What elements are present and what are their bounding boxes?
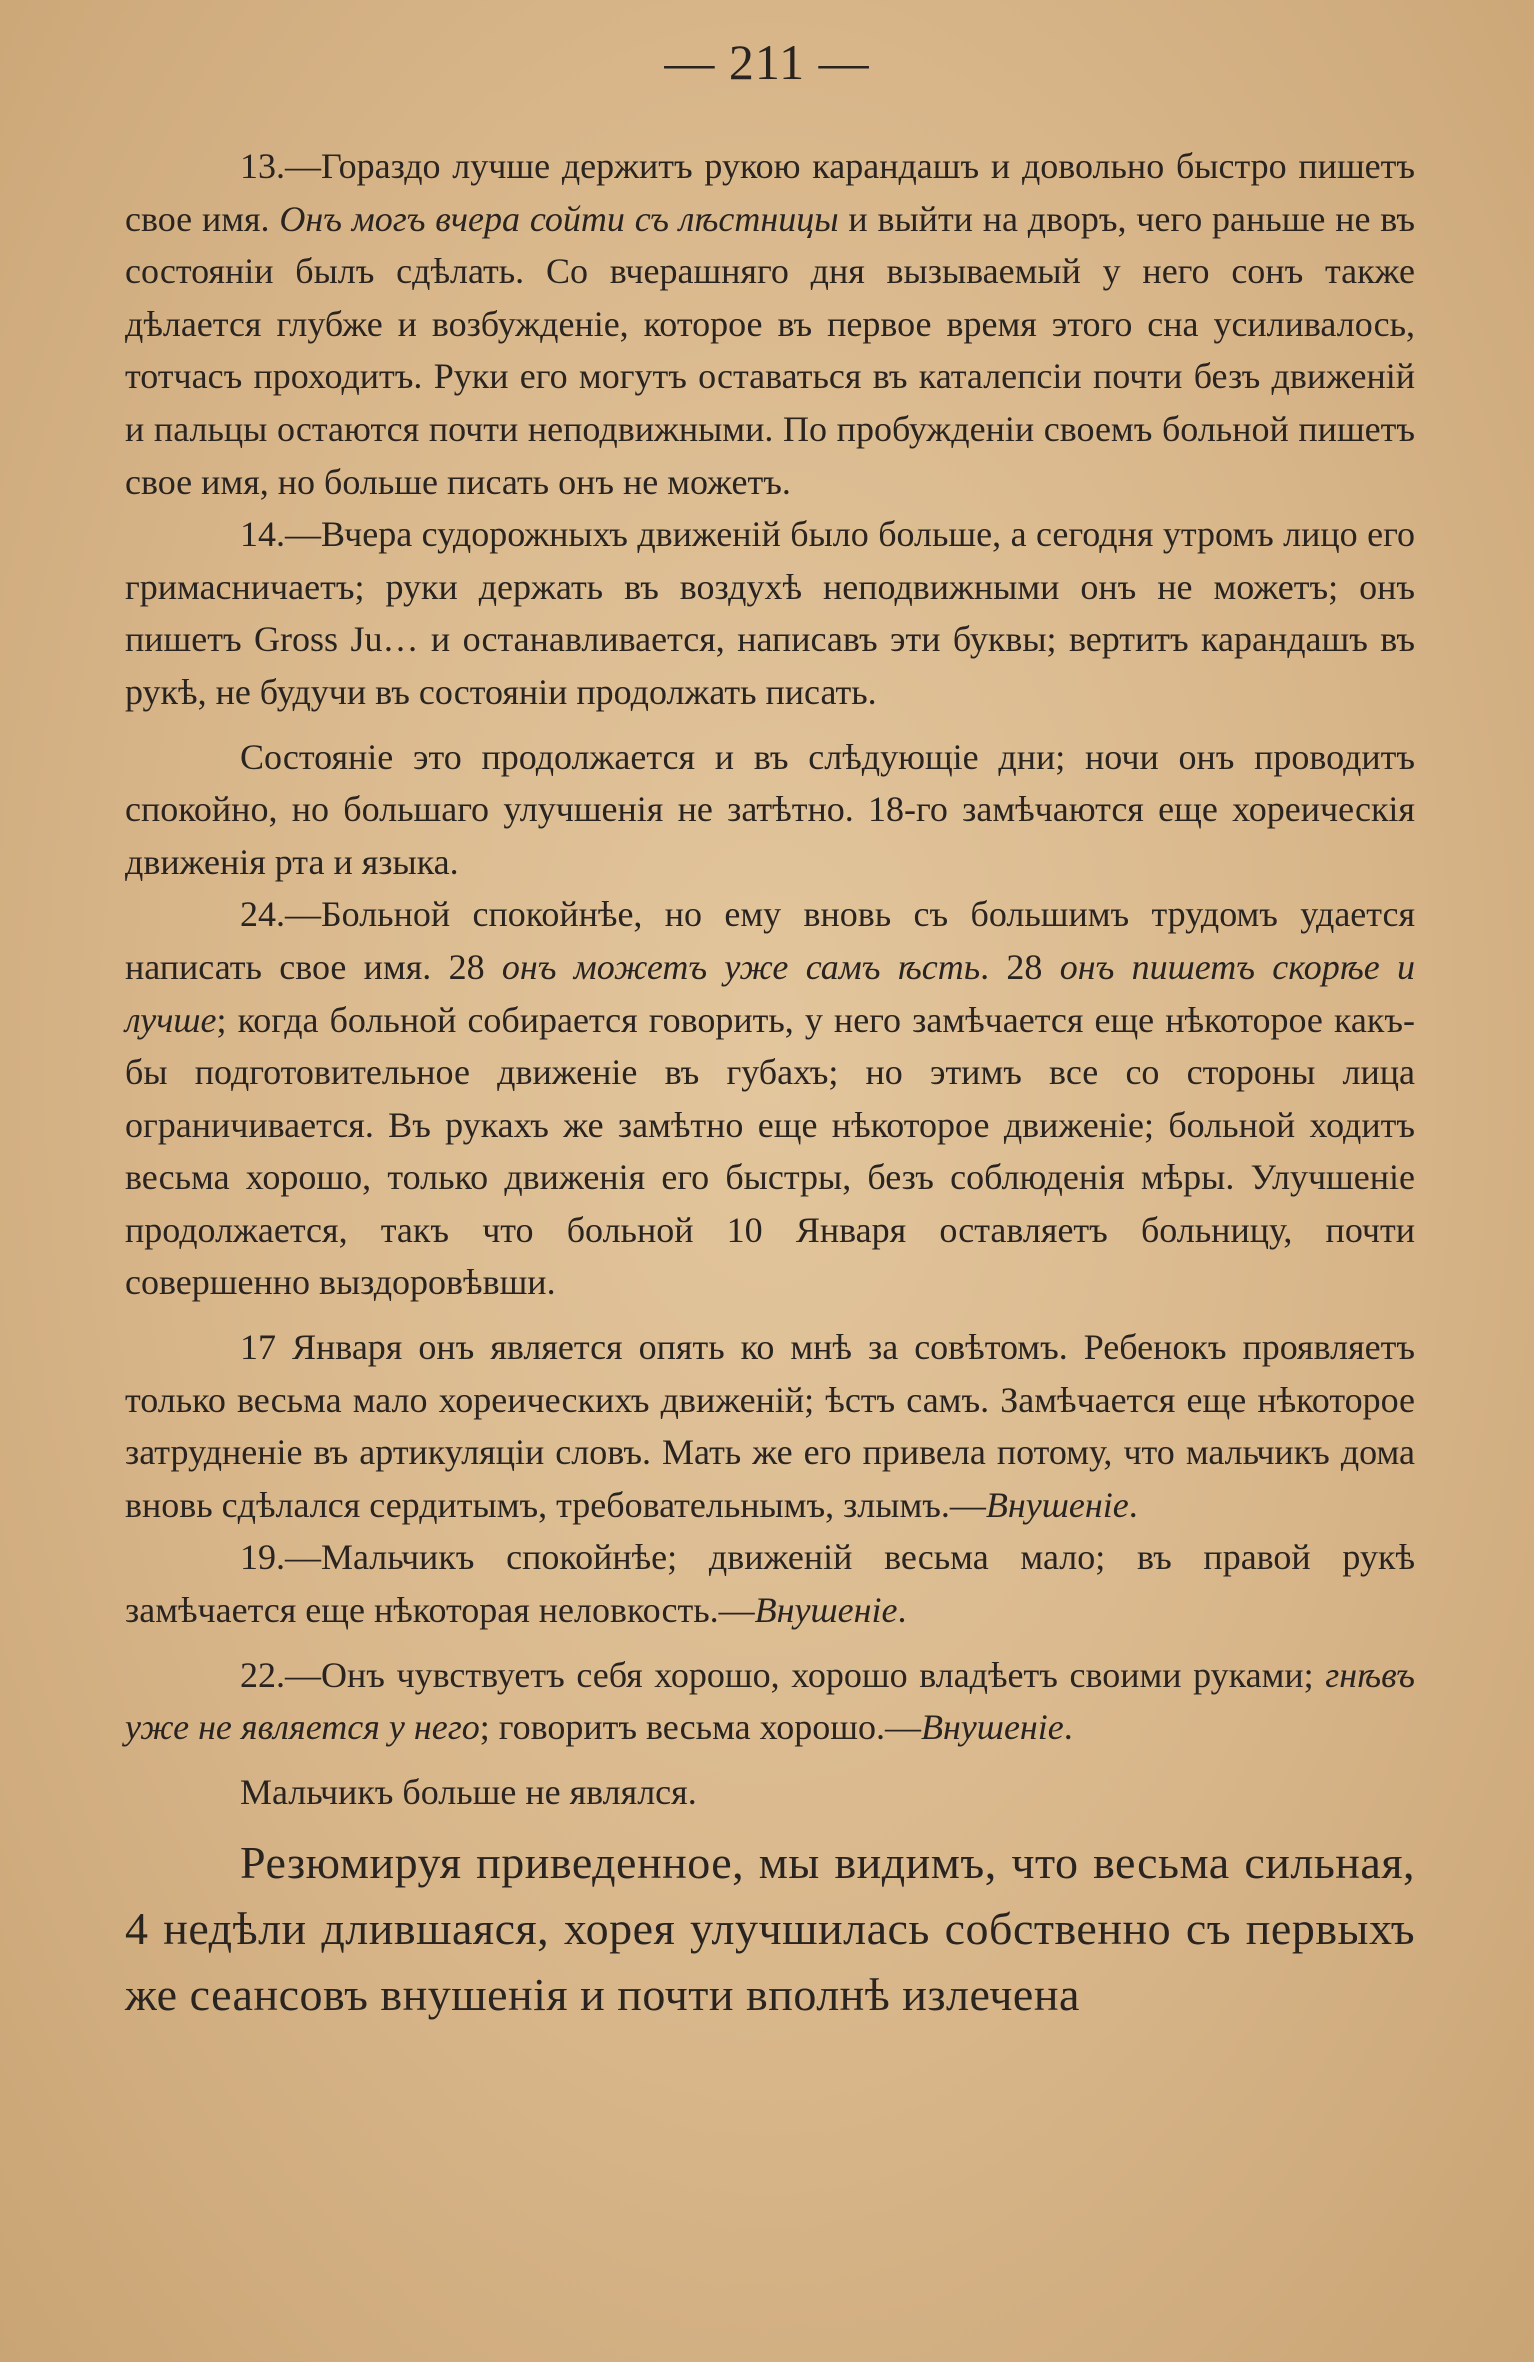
italic-run: онъ пишетъ скорѣе и лучше xyxy=(125,946,1415,1040)
italic-run: Внушеніе xyxy=(754,1590,898,1631)
text-run: . 28 xyxy=(980,946,1060,987)
text-run: . xyxy=(1128,1484,1138,1525)
paragraph-day-13 xyxy=(125,140,1415,508)
summary-paragraph: Резюмируя приведенное, мы видимъ, что весьма сильная, 4 недѣли длившаяся, хорея улучшилась собственно съ первыхъ же сеансовъ внушенія и почти вполнѣ излечена xyxy=(125,1837,1415,2021)
italic-run: онъ можетъ уже самъ ѣсть xyxy=(501,946,981,987)
paragraph-day-22 xyxy=(125,1649,1415,1754)
paragraph-following-days xyxy=(125,731,1415,889)
page-number: — 211 — xyxy=(664,34,870,90)
text-run: . xyxy=(897,1590,907,1631)
text-run: Мальчикъ больше не являлся. xyxy=(240,1771,697,1812)
italic-run: Внушеніе xyxy=(985,1484,1129,1525)
text-run: . xyxy=(1063,1707,1073,1748)
text-run: 19.—Мальчикъ спокойнѣе; движеній весьма мало; въ правой рукѣ замѣчается еще нѣкоторая неловкость.— xyxy=(125,1537,1415,1631)
italic-run: Онъ могъ вчера сойти съ лѣстницы xyxy=(279,198,839,239)
text-run: ; говоритъ весьма хорошо.— xyxy=(479,1707,921,1748)
italic-run: Внушеніе xyxy=(920,1707,1064,1748)
paragraph-day-19 xyxy=(125,1531,1415,1636)
italic-run: гнѣвъ уже не является у него xyxy=(125,1654,1415,1748)
text-run: 17 Января онъ является опять ко мнѣ за совѣтомъ. Ребенокъ проявляетъ только весьма мало хореическихъ движеній; ѣстъ самъ. Замѣчается еще нѣкоторое затрудненіе въ артикуляціи словъ. Мать же его привела потому, что мальчикъ дома вновь сдѣлался сердитымъ, требовательнымъ, злымъ.— xyxy=(125,1327,1415,1525)
text-run: и выйти на дворъ, чего раньше не въ состояніи былъ сдѣлать. Со вчерашняго дня вызываемый у него сонъ также дѣлается глубже и возбужденіе, которое въ первое время этого сна усиливалось, тотчасъ проходитъ. Руки его могутъ оставаться въ каталепсіи почти безъ движеній и пальцы остаются почти неподвижными. По пробужденіи своемъ больной пишетъ свое имя, но больше писать онъ не можетъ. xyxy=(125,198,1415,502)
text-run: Состояніе это продолжается и въ слѣдующіе дни; ночи онъ проводитъ спокойно, но большаго улучшенія не затѣтно. 18-го замѣчаются еще хореическія движенія рта и языка. xyxy=(125,736,1415,882)
text-run: ; когда больной собирается говорить, у него замѣчается еще нѣкоторое какъ-бы подготовительное движеніе въ губахъ; но этимъ все со стороны лица ограничивается. Въ рукахъ же замѣтно еще нѣкоторое движеніе; больной ходитъ весьма хорошо, только движенія его быстры, безъ соблюденія мѣры. Улучшеніе продолжается, такъ что больной 10 Января оставляетъ больницу, почти совершенно выздоровѣвши. xyxy=(125,999,1415,1303)
page-body xyxy=(125,140,1415,2028)
paragraph-january-17 xyxy=(125,1321,1415,1531)
text-run: 22.—Онъ чувствуетъ себя хорошо, хорошо владѣетъ своими руками; xyxy=(240,1654,1326,1695)
text-run: 13.—Гораздо лучше держитъ рукою карандашъ и довольно быстро пишетъ свое имя. xyxy=(125,146,1415,239)
paragraph-day-24 xyxy=(125,888,1415,1309)
paragraph-day-14 xyxy=(125,508,1415,718)
text-run: 14.—Вчера судорожныхъ движеній было больше, а сегодня утромъ лицо его гримасничаетъ; руки держать въ воздухѣ неподвижными онъ не можетъ; онъ пишетъ Gross Ju… и останавливается, написавъ эти буквы; вертитъ карандашъ въ рукѣ, не будучи въ состояніи продолжать писать. xyxy=(125,514,1415,712)
paragraph-closing-note xyxy=(125,1766,1415,1819)
text-run: 24.—Больной спокойнѣе, но ему вновь съ большимъ трудомъ удается написать свое имя. 28 xyxy=(125,894,1415,987)
